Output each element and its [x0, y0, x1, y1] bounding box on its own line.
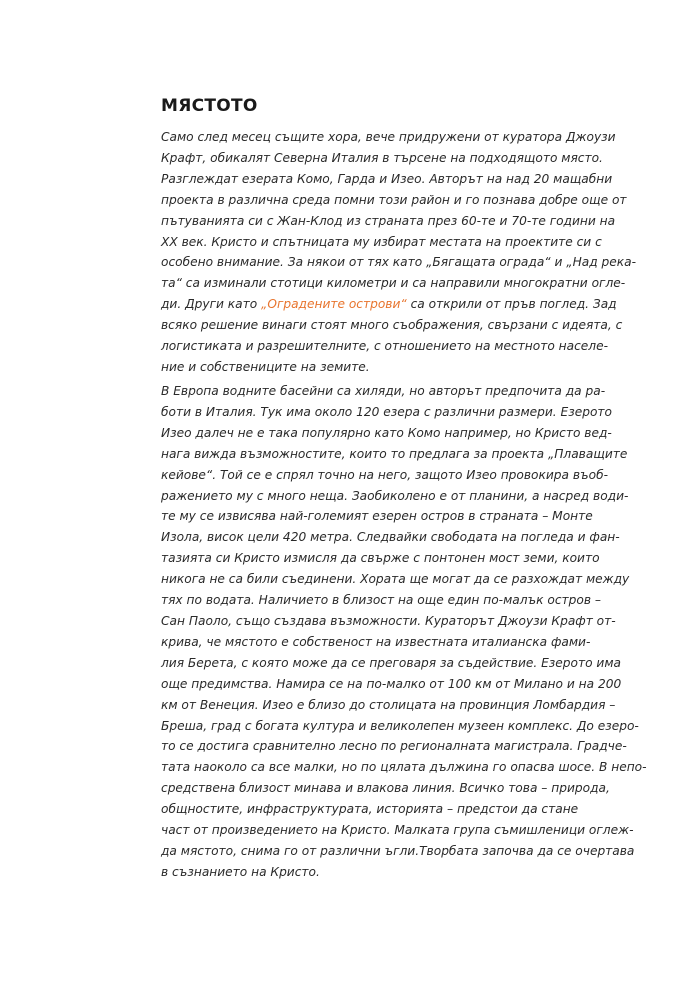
- text-line: км от Венеция. Изео е близо до столицата на провинция Ломбардия –: [161, 697, 616, 712]
- text-line: проекта в различна среда помни този район и го познава добре още от: [161, 192, 627, 207]
- text-line: пътуванията си с Жан-Клод из страната през 60-те и 70-те години на: [161, 213, 616, 228]
- text-line: те му се извисява най-големият езерен остров в страната – Монте: [161, 509, 593, 524]
- text-line: никога не са били съединени. Хората ще могат да се разхождат между: [161, 572, 630, 587]
- section-heading: МЯСТОТО: [161, 96, 258, 116]
- text-line: Само след месец същите хора, вече придружени от куратора Джоузи: [161, 130, 616, 144]
- text-line: Изео далеч не е така популярно като Комо например, но Кристо вед-: [161, 425, 612, 440]
- text-line: всяко решение винаги стоят много съображения, свързани с идеята, с: [161, 318, 623, 333]
- text-line: ние и собствениците на земите.: [161, 359, 370, 374]
- text-line: Изола, висок цели 420 метра. Следвайки свободата на погледа и фан-: [161, 530, 620, 545]
- text-line: XX век. Кристо и спътницата му избират местата на проектите си с: [161, 234, 602, 249]
- text-line-with-link: [161, 294, 617, 315]
- text-line: то се достига сравнително лесно по регионалната магистрала. Градче-: [161, 739, 627, 754]
- text-line: Разглеждат езерата Комо, Гарда и Изео. Авторът на над 20 мащабни: [161, 171, 613, 186]
- text-fragment: ди. Други като: [161, 297, 262, 312]
- text-line: тях по водата. Наличието в близост на още един по-малък остров –: [161, 593, 601, 608]
- text-line: средствена близост минава и влакова линия. Всичко това – природа,: [161, 781, 610, 796]
- text-line: та“ са изминали стотици километри и са направили многократни огле-: [161, 276, 626, 291]
- project-link[interactable]: „Оградените острови“: [261, 297, 407, 312]
- text-line: крива, че мястото е собственост на известната италианска фами-: [161, 634, 591, 649]
- text-line: особено внимание. За някои от тях като „Бягащата ограда“ и „Над река-: [161, 255, 636, 270]
- text-line: Бреша, град с богата култура и великолепен музеен комплекс. До езеро-: [161, 718, 639, 733]
- text-line: тазията си Кристо измисля да свърже с понтонен мост земи, които: [161, 551, 600, 566]
- text-line: лия Берета, с която може да се преговаря за съдействие. Езерото има: [161, 655, 621, 670]
- text-line: да мястото, снима го от различни ъгли.Творбата започва да се очертава: [161, 843, 635, 858]
- paragraph-2: [161, 381, 647, 883]
- text-line: още предимства. Намира се на по-малко от 100 км от Милано и на 200: [161, 676, 622, 691]
- text-line: ражението му с много неща. Заобиколено е от планини, а насред води-: [161, 488, 629, 503]
- text-line: кейове“. Той се е спрял точно на него, защото Изео провокира въоб-: [161, 467, 609, 482]
- text-line: общностите, инфраструктурата, историята – предстои да стане: [161, 802, 579, 817]
- text-line: Крафт, обикалят Северна Италия в търсене на подходящото място.: [161, 150, 603, 165]
- text-line: Сан Паоло, също създава възможности. Кураторът Джоузи Крафт от-: [161, 613, 616, 628]
- text-line: логистиката и разрешителните, с отношението на местното населе-: [161, 339, 608, 354]
- text-line: В Европа водните басейни са хиляди, но авторът предпочита да ра-: [161, 384, 606, 398]
- text-line: част от произведението на Кристо. Малката група съмишленици оглеж-: [161, 823, 634, 838]
- paragraph-1: [161, 127, 636, 378]
- text-fragment: са открили от пръв поглед.: [406, 297, 589, 312]
- text-line: нага вижда възможностите, които то предлага за проекта „Плаващите: [161, 446, 628, 461]
- text-line: тата наоколо са все малки, но по цялата дължина го опасва шосе. В непо-: [161, 760, 647, 775]
- text-line: боти в Италия. Тук има около 120 езера с различни размери. Езерото: [161, 404, 612, 419]
- text-fragment: Зад: [592, 297, 617, 312]
- text-line: в съзнанието на Кристо.: [161, 864, 320, 879]
